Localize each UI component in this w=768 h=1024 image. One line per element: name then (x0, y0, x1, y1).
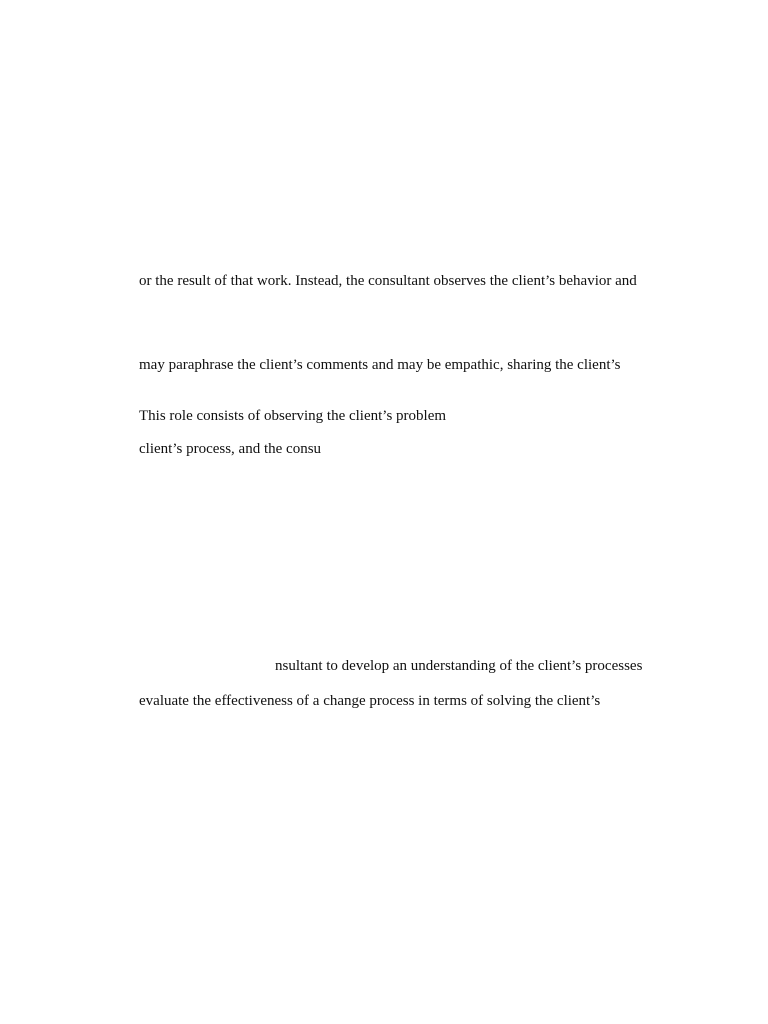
text-line: This role consists of observing the client’s problem (139, 408, 447, 424)
text-line: or the result of that work. Instead, the consultant observes the client’s behavior and (139, 273, 637, 289)
text-line: client’s process, and the consu (139, 441, 322, 457)
text-line: may paraphrase the client’s comments and may be empathic, sharing the client’s (139, 357, 621, 373)
text-line: nsultant to develop an understanding of the client’s processes (275, 658, 643, 674)
text-line: evaluate the effectiveness of a change process in terms of solving the client’s (139, 693, 601, 709)
